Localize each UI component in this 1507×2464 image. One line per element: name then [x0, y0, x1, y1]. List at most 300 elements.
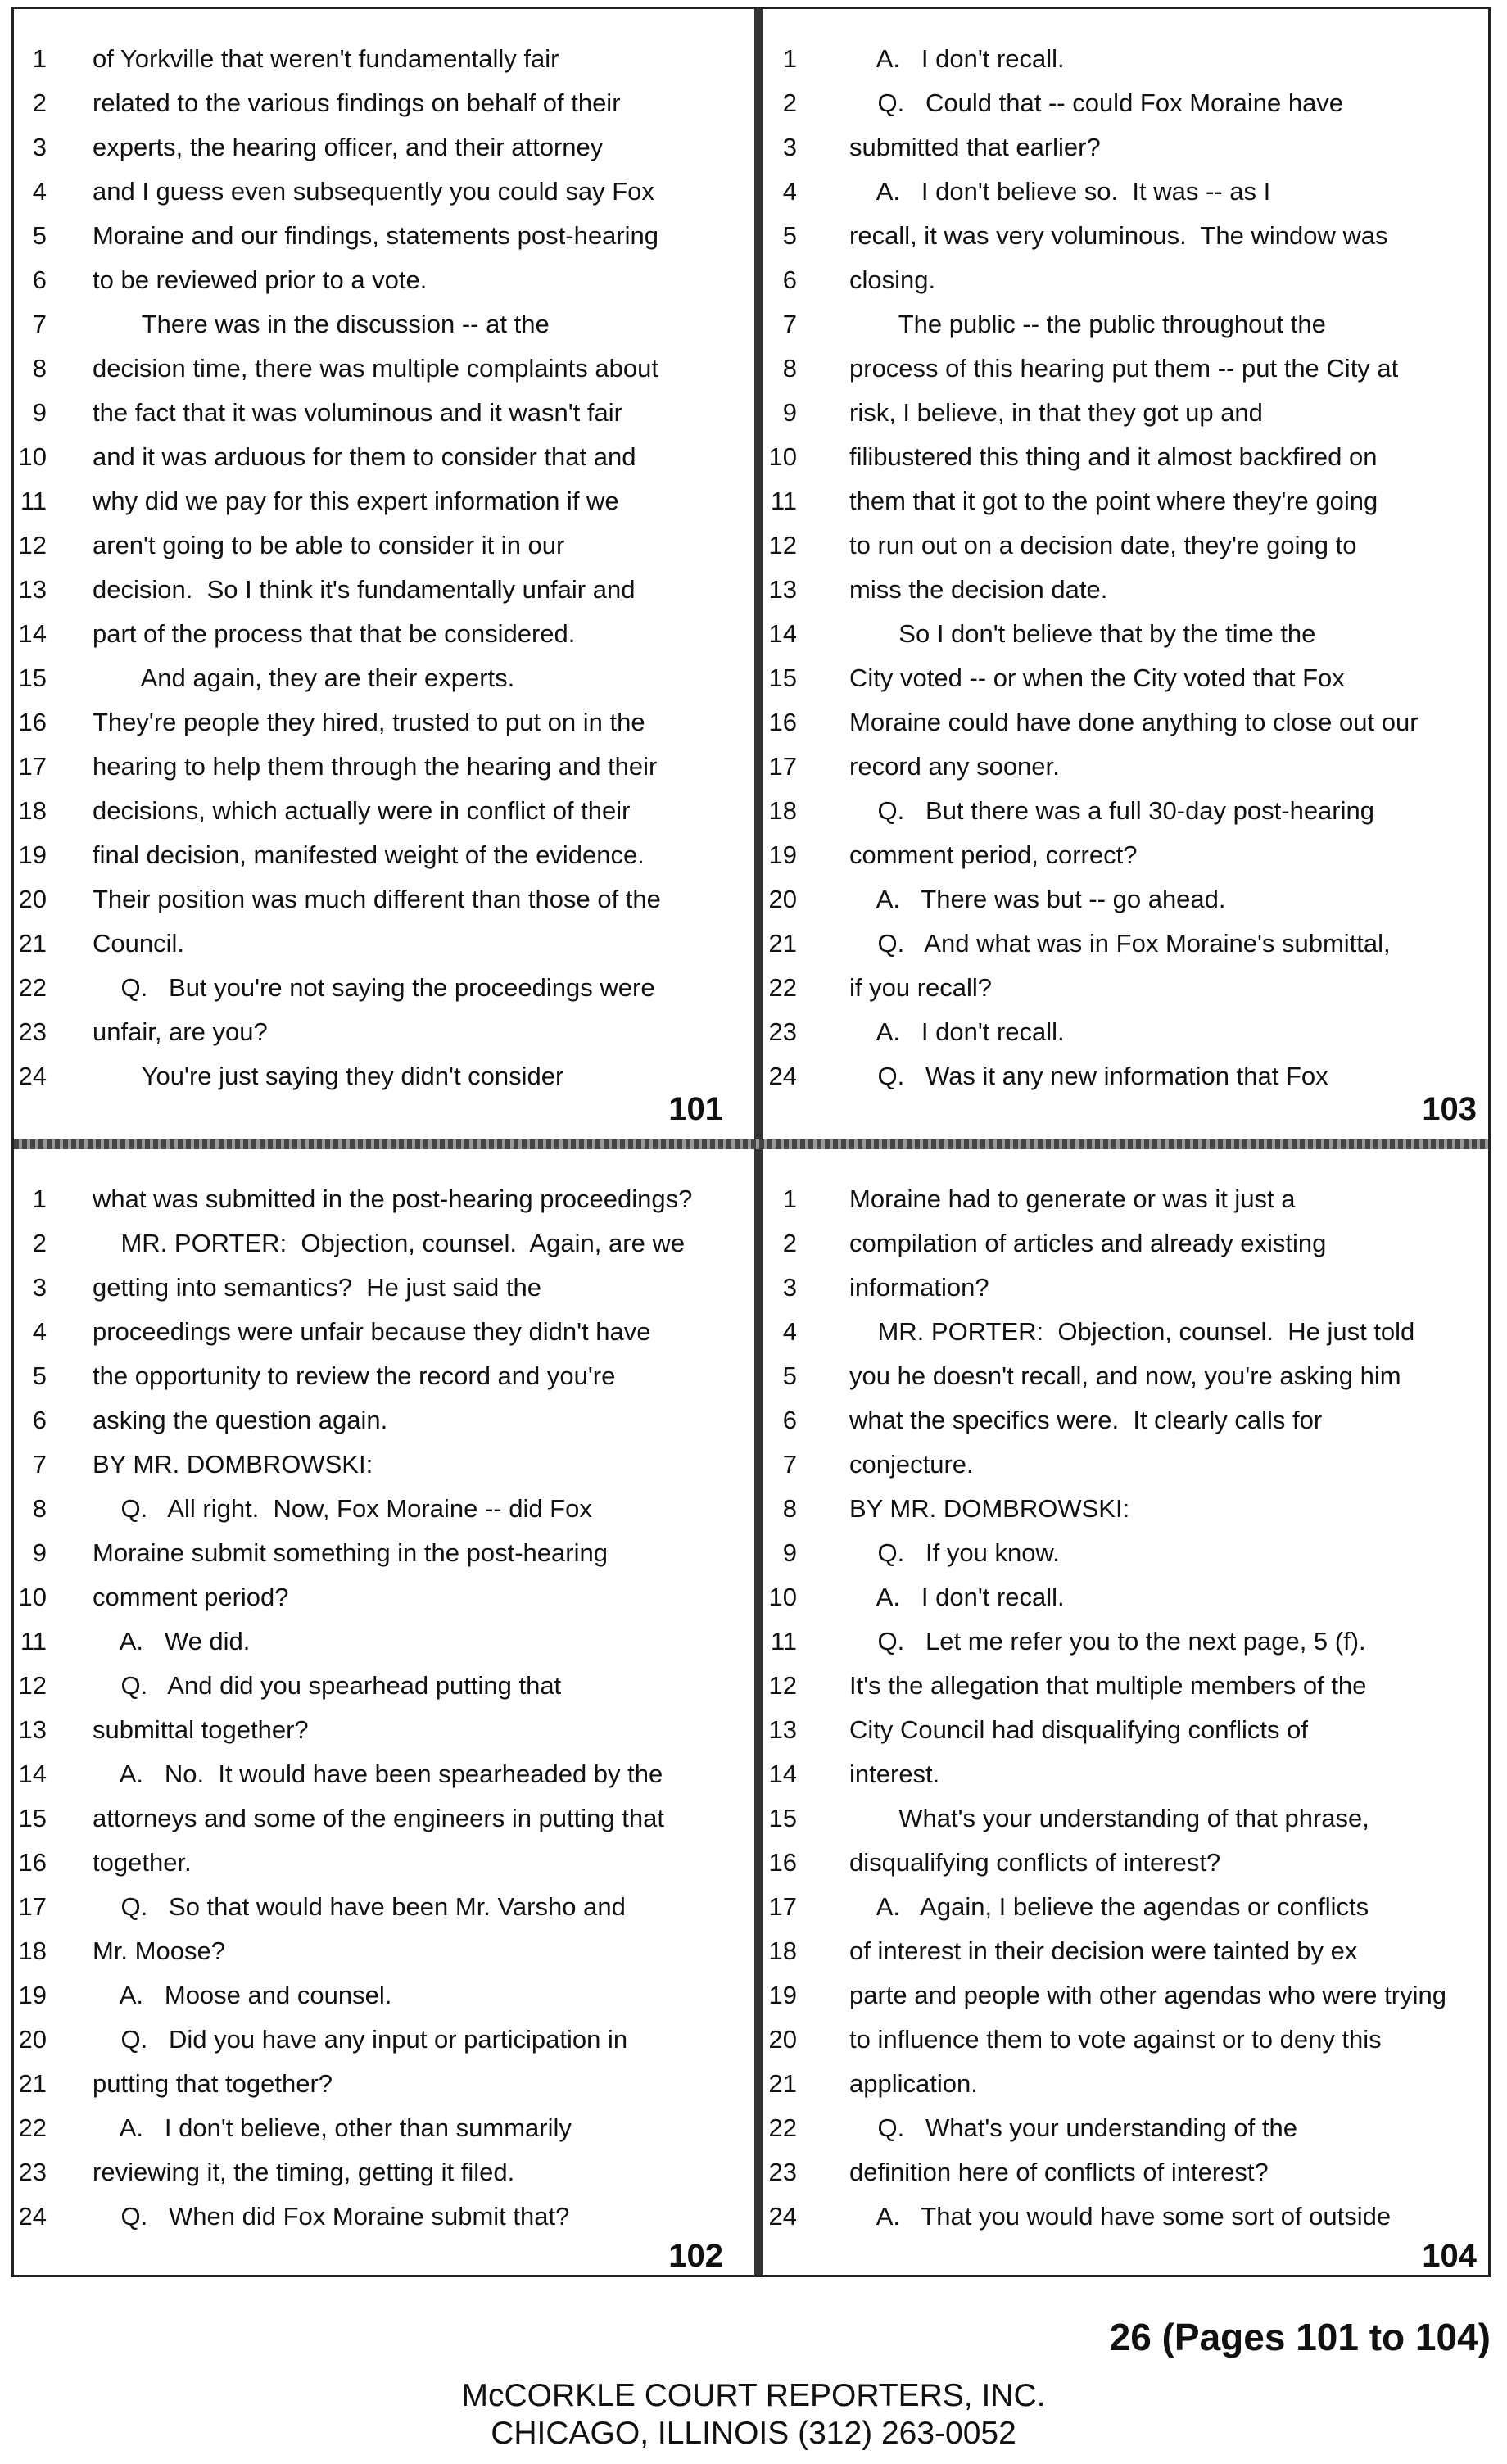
line-text: BY MR. DOMBROWSKI:: [849, 1494, 1130, 1523]
line-text: And again, they are their experts.: [93, 664, 515, 692]
line-text: risk, I believe, in that they got up and: [849, 398, 1263, 427]
line-number: 21: [18, 929, 47, 958]
transcript-lines: [763, 1177, 1491, 2239]
line-text: part of the process that that be considered.: [93, 619, 576, 648]
transcript-line: [763, 1487, 1491, 1531]
line-text: Q. When did Fox Moraine submit that?: [93, 2202, 570, 2231]
line-text: conjecture.: [849, 1450, 974, 1479]
line-text: The public -- the public throughout the: [849, 310, 1326, 338]
line-text: miss the decision date.: [849, 575, 1108, 604]
transcript-line: [763, 966, 1491, 1010]
line-number: 11: [20, 1627, 47, 1656]
line-number: 19: [18, 1981, 47, 2009]
line-text: why did we pay for this expert information if we: [93, 487, 619, 515]
transcript-line: [14, 391, 743, 435]
line-number: 21: [18, 2069, 47, 2098]
line-number: 11: [20, 487, 47, 515]
line-text: of Yorkville that weren't fundamentally fair: [93, 44, 559, 73]
line-text: decision time, there was multiple complaints about: [93, 354, 658, 383]
transcript-line: [763, 1221, 1491, 1266]
line-number: 20: [768, 885, 797, 913]
line-number: 13: [768, 575, 797, 604]
transcript-line: [763, 81, 1491, 125]
line-number: 12: [18, 531, 47, 559]
line-number: 20: [768, 2025, 797, 2054]
line-text: So I don't believe that by the time the: [849, 619, 1316, 648]
line-number: 1: [32, 1184, 47, 1213]
line-text: City voted -- or when the City voted that Fox: [849, 664, 1345, 692]
line-text: them that it got to the point where they're going: [849, 487, 1378, 515]
transcript-line: [14, 214, 743, 258]
transcript-line: [14, 1752, 743, 1796]
line-number: 15: [18, 664, 47, 692]
line-text: Q. So that would have been Mr. Varsho and: [93, 1892, 626, 1921]
line-number: 14: [18, 619, 47, 648]
transcript-line: [14, 833, 743, 877]
line-text: Mr. Moose?: [93, 1936, 225, 1965]
line-number: 12: [768, 1671, 797, 1700]
line-text: A. That you would have some sort of outside: [849, 2202, 1392, 2231]
line-number: 22: [768, 2113, 797, 2142]
line-number: 18: [18, 1936, 47, 1965]
line-number: 14: [18, 1760, 47, 1788]
transcript-line: [763, 302, 1491, 346]
line-text: process of this hearing put them -- put the City at: [849, 354, 1399, 383]
transcript-line: [14, 1487, 743, 1531]
transcript-line: [14, 877, 743, 922]
transcript-line: [763, 170, 1491, 214]
line-text: together.: [93, 1848, 192, 1877]
transcript-line: [763, 1531, 1491, 1575]
line-text: Q. But you're not saying the proceedings were: [93, 973, 655, 1002]
line-number: 13: [18, 575, 47, 604]
line-text: the fact that it was voluminous and it wasn't fair: [93, 398, 622, 427]
transcript-line: [14, 656, 743, 700]
transcript-line: [14, 1443, 743, 1487]
line-number: 1: [32, 44, 47, 73]
transcript-line: [14, 700, 743, 745]
transcript-line: [763, 1266, 1491, 1310]
transcript-page-102: [14, 1149, 743, 2276]
line-number: 18: [768, 1936, 797, 1965]
line-text: A. Again, I believe the agendas or conflicts: [849, 1892, 1369, 1921]
transcript-line: [763, 1708, 1491, 1752]
page-number: 104: [1422, 2238, 1477, 2274]
transcript-line: [14, 1664, 743, 1708]
transcript-line: [14, 1796, 743, 1841]
line-text: and it was arduous for them to consider that and: [93, 442, 636, 471]
line-number: 10: [768, 1583, 797, 1611]
transcript-line: [14, 789, 743, 833]
transcript-line: [763, 1752, 1491, 1796]
line-number: 3: [32, 133, 47, 161]
line-number: 5: [782, 1361, 797, 1390]
line-text: You're just saying they didn't consider: [93, 1062, 564, 1090]
line-text: Moraine submit something in the post-hearing: [93, 1538, 608, 1567]
transcript-page-103: [763, 9, 1491, 1136]
line-number: 16: [768, 708, 797, 736]
line-text: submitted that earlier?: [849, 133, 1101, 161]
line-text: BY MR. DOMBROWSKI:: [93, 1450, 373, 1479]
transcript-line: [14, 1398, 743, 1443]
line-number: 10: [18, 442, 47, 471]
line-text: recall, it was very voluminous. The window was: [849, 221, 1388, 250]
transcript-line: [14, 568, 743, 612]
line-text: submittal together?: [93, 1715, 309, 1744]
transcript-line: [14, 966, 743, 1010]
transcript-line: [763, 877, 1491, 922]
transcript-line: [763, 125, 1491, 170]
transcript-line: [763, 1841, 1491, 1885]
transcript-line: [763, 479, 1491, 523]
line-text: compilation of articles and already existing: [849, 1229, 1327, 1257]
line-number: 16: [18, 1848, 47, 1877]
line-text: Q. Let me refer you to the next page, 5 (f).: [849, 1627, 1366, 1656]
line-number: 15: [18, 1804, 47, 1832]
transcript-line: [763, 1354, 1491, 1398]
line-number: 12: [18, 1671, 47, 1700]
line-number: 24: [768, 2202, 797, 2231]
transcript-line: [14, 2194, 743, 2239]
line-number: 17: [768, 1892, 797, 1921]
line-text: parte and people with other agendas who were trying: [849, 1981, 1446, 2009]
transcript-line: [14, 1531, 743, 1575]
line-number: 2: [782, 88, 797, 117]
line-text: what was submitted in the post-hearing proceedings?: [93, 1184, 693, 1213]
line-text: to be reviewed prior to a vote.: [93, 265, 428, 294]
line-text: They're people they hired, trusted to put on in the: [93, 708, 645, 736]
line-text: aren't going to be able to consider it in our: [93, 531, 565, 559]
line-number: 23: [768, 1017, 797, 1046]
transcript-line: [14, 523, 743, 568]
line-number: 1: [782, 44, 797, 73]
transcript-line: [14, 81, 743, 125]
line-text: record any sooner.: [849, 752, 1060, 781]
line-text: A. I don't recall.: [849, 44, 1065, 73]
line-number: 8: [32, 1494, 47, 1523]
line-number: 5: [782, 221, 797, 250]
transcript-line: [763, 1973, 1491, 2018]
line-number: 22: [768, 973, 797, 1002]
line-text: Q. And did you spearhead putting that: [93, 1671, 562, 1700]
line-text: attorneys and some of the engineers in putting that: [93, 1804, 664, 1832]
transcript-line: [14, 745, 743, 789]
transcript-line: [763, 1398, 1491, 1443]
line-number: 8: [782, 354, 797, 383]
line-number: 3: [782, 1273, 797, 1302]
line-text: A. I don't recall.: [849, 1583, 1065, 1611]
transcript-line: [14, 1221, 743, 1266]
line-number: 6: [32, 265, 47, 294]
transcript-line: [763, 568, 1491, 612]
transcript-line: [763, 1929, 1491, 1973]
line-text: the opportunity to review the record and you're: [93, 1361, 616, 1390]
line-number: 14: [768, 1760, 797, 1788]
line-number: 19: [18, 840, 47, 869]
line-text: A. No. It would have been spearheaded by the: [93, 1760, 663, 1788]
page-number: 101: [668, 1091, 723, 1127]
line-text: Council.: [93, 929, 184, 958]
transcript-line: [14, 1054, 743, 1098]
line-number: 22: [18, 973, 47, 1002]
line-number: 10: [768, 442, 797, 471]
transcript-line: [763, 37, 1491, 81]
reporter-company: McCORKLE COURT REPORTERS, INC.: [461, 2378, 1046, 2413]
line-number: 12: [768, 531, 797, 559]
line-text: A. I don't believe, other than summarily: [93, 2113, 572, 2142]
transcript-lines: [763, 37, 1491, 1098]
transcript-line: [763, 2106, 1491, 2150]
line-number: 9: [32, 398, 47, 427]
line-number: 24: [18, 1062, 47, 1090]
line-number: 23: [768, 2158, 797, 2186]
line-text: experts, the hearing officer, and their attorney: [93, 133, 604, 161]
line-number: 22: [18, 2113, 47, 2142]
line-text: information?: [849, 1273, 989, 1302]
line-number: 4: [32, 177, 47, 206]
line-text: interest.: [849, 1760, 940, 1788]
transcript-line: [763, 1619, 1491, 1664]
line-text: Moraine and our findings, statements post-hearing: [93, 221, 659, 250]
line-number: 6: [32, 1406, 47, 1434]
line-number: 7: [32, 1450, 47, 1479]
transcript-line: [763, 1054, 1491, 1098]
line-text: related to the various findings on behalf of their: [93, 88, 621, 117]
line-text: hearing to help them through the hearing and their: [93, 752, 658, 781]
line-number: 14: [768, 619, 797, 648]
line-text: decisions, which actually were in conflict of their: [93, 796, 631, 825]
line-number: 7: [782, 1450, 797, 1479]
transcript-line: [763, 2062, 1491, 2106]
transcript-line: [14, 1266, 743, 1310]
transcript-line: [763, 523, 1491, 568]
line-number: 17: [18, 1892, 47, 1921]
line-text: City Council had disqualifying conflicts of: [849, 1715, 1308, 1744]
line-text: closing.: [849, 265, 936, 294]
line-text: Moraine had to generate or was it just a: [849, 1184, 1296, 1213]
transcript-line: [14, 435, 743, 479]
line-text: what the specifics were. It clearly calls for: [849, 1406, 1323, 1434]
transcript-line: [14, 170, 743, 214]
transcript-line: [14, 1929, 743, 1973]
horizontal-divider: [14, 1139, 1488, 1149]
transcript-line: [14, 1619, 743, 1664]
line-text: A. There was but -- go ahead.: [849, 885, 1226, 913]
line-number: 15: [768, 664, 797, 692]
line-number: 9: [782, 398, 797, 427]
transcript-line: [14, 2150, 743, 2194]
line-number: 4: [782, 177, 797, 206]
line-text: Their position was much different than those of the: [93, 885, 661, 913]
line-number: 6: [782, 265, 797, 294]
transcript-line: [763, 1443, 1491, 1487]
line-number: 20: [18, 885, 47, 913]
line-text: A. I don't recall.: [849, 1017, 1065, 1046]
transcript-line: [14, 1177, 743, 1221]
transcript-line: [14, 1708, 743, 1752]
transcript-line: [14, 1575, 743, 1619]
line-text: There was in the discussion -- at the: [93, 310, 550, 338]
line-text: application.: [849, 2069, 978, 2098]
line-number: 16: [768, 1848, 797, 1877]
line-text: What's your understanding of that phrase,: [849, 1804, 1369, 1832]
transcript-line: [763, 1575, 1491, 1619]
transcript-line: [763, 214, 1491, 258]
transcript-line: [763, 1664, 1491, 1708]
reporter-address: CHICAGO, ILLINOIS (312) 263-0052: [491, 2416, 1016, 2451]
transcript-line: [14, 1885, 743, 1929]
line-number: 8: [32, 354, 47, 383]
line-number: 10: [18, 1583, 47, 1611]
line-text: of interest in their decision were tainted by ex: [849, 1936, 1358, 1965]
line-number: 5: [32, 1361, 47, 1390]
transcript-line: [14, 346, 743, 391]
transcript-line: [14, 125, 743, 170]
line-text: filibustered this thing and it almost backfired on: [849, 442, 1378, 471]
line-number: 17: [18, 752, 47, 781]
transcript-sheet: [11, 7, 1491, 2277]
line-number: 3: [782, 133, 797, 161]
transcript-line: [14, 2062, 743, 2106]
transcript-line: [763, 391, 1491, 435]
transcript-line: [14, 258, 743, 302]
line-text: to run out on a decision date, they're going to: [849, 531, 1357, 559]
line-number: 15: [768, 1804, 797, 1832]
line-text: unfair, are you?: [93, 1017, 268, 1046]
line-number: 16: [18, 708, 47, 736]
line-text: definition here of conflicts of interest?: [849, 2158, 1269, 2186]
transcript-line: [14, 2106, 743, 2150]
line-number: 2: [782, 1229, 797, 1257]
line-text: disqualifying conflicts of interest?: [849, 1848, 1221, 1877]
transcript-line: [763, 1010, 1491, 1054]
line-text: Q. Could that -- could Fox Moraine have: [849, 88, 1344, 117]
line-number: 18: [18, 796, 47, 825]
page-number: 102: [668, 2238, 723, 2274]
transcript-line: [763, 2150, 1491, 2194]
transcript-line: [14, 1310, 743, 1354]
transcript-line: [763, 2018, 1491, 2062]
line-number: 4: [32, 1317, 47, 1346]
line-number: 4: [782, 1317, 797, 1346]
line-text: you he doesn't recall, and now, you're asking him: [849, 1361, 1401, 1390]
line-number: 21: [768, 2069, 797, 2098]
line-text: decision. So I think it's fundamentally unfair and: [93, 575, 636, 604]
line-number: 6: [782, 1406, 797, 1434]
line-number: 1: [782, 1184, 797, 1213]
transcript-line: [763, 1310, 1491, 1354]
line-number: 3: [32, 1273, 47, 1302]
line-text: Q. All right. Now, Fox Moraine -- did Fox: [93, 1494, 592, 1523]
line-number: 7: [782, 310, 797, 338]
transcript-line: [14, 302, 743, 346]
transcript-lines: [14, 1177, 743, 2239]
transcript-line: [763, 1885, 1491, 1929]
line-text: MR. PORTER: Objection, counsel. He just told: [849, 1317, 1415, 1346]
transcript-line: [14, 2018, 743, 2062]
line-text: getting into semantics? He just said the: [93, 1273, 541, 1302]
transcript-line: [763, 435, 1491, 479]
line-number: 11: [770, 487, 797, 515]
line-number: 21: [768, 929, 797, 958]
transcript-line: [763, 2194, 1491, 2239]
line-number: 13: [18, 1715, 47, 1744]
line-number: 5: [32, 221, 47, 250]
page-number: 103: [1422, 1091, 1477, 1127]
line-text: It's the allegation that multiple members of the: [849, 1671, 1367, 1700]
line-text: MR. PORTER: Objection, counsel. Again, are we: [93, 1229, 686, 1257]
line-number: 11: [770, 1627, 797, 1656]
line-text: putting that together?: [93, 2069, 333, 2098]
transcript-line: [14, 612, 743, 656]
line-number: 24: [18, 2202, 47, 2231]
transcript-line: [763, 656, 1491, 700]
line-number: 9: [32, 1538, 47, 1567]
line-text: and I guess even subsequently you could say Fox: [93, 177, 654, 206]
line-text: comment period?: [93, 1583, 289, 1611]
line-text: Q. And what was in Fox Moraine's submittal,: [849, 929, 1391, 958]
line-number: 2: [32, 1229, 47, 1257]
line-text: asking the question again.: [93, 1406, 388, 1434]
transcript-line: [763, 1796, 1491, 1841]
line-text: comment period, correct?: [849, 840, 1138, 869]
line-text: if you recall?: [849, 973, 993, 1002]
transcript-line: [763, 258, 1491, 302]
line-number: 20: [18, 2025, 47, 2054]
line-number: 13: [768, 1715, 797, 1744]
line-number: 18: [768, 796, 797, 825]
transcript-line: [763, 745, 1491, 789]
transcript-line: [763, 700, 1491, 745]
transcript-lines: [14, 37, 743, 1098]
page-span-label: 26 (Pages 101 to 104): [1109, 2316, 1491, 2358]
transcript-line: [763, 789, 1491, 833]
line-text: Q. Did you have any input or participation in: [93, 2025, 628, 2054]
transcript-page-104: [763, 1149, 1491, 2276]
line-text: final decision, manifested weight of the evidence.: [93, 840, 645, 869]
line-number: 23: [18, 1017, 47, 1046]
transcript-line: [763, 346, 1491, 391]
line-number: 24: [768, 1062, 797, 1090]
line-number: 23: [18, 2158, 47, 2186]
line-number: 19: [768, 1981, 797, 2009]
line-number: 19: [768, 840, 797, 869]
line-text: Q. But there was a full 30-day post-hearing: [849, 796, 1374, 825]
transcript-line: [14, 1973, 743, 2018]
transcript-line: [14, 1841, 743, 1885]
transcript-line: [14, 1010, 743, 1054]
transcript-line: [763, 1177, 1491, 1221]
line-number: 9: [782, 1538, 797, 1567]
line-number: 8: [782, 1494, 797, 1523]
transcript-line: [763, 833, 1491, 877]
line-text: Moraine could have done anything to close out our: [849, 708, 1419, 736]
line-text: proceedings were unfair because they didn't have: [93, 1317, 651, 1346]
line-text: reviewing it, the timing, getting it filed.: [93, 2158, 515, 2186]
transcript-line: [763, 612, 1491, 656]
line-number: 2: [32, 88, 47, 117]
transcript-line: [14, 1354, 743, 1398]
line-text: to influence them to vote against or to deny this: [849, 2025, 1382, 2054]
transcript-line: [14, 37, 743, 81]
transcript-line: [14, 922, 743, 966]
line-text: Q. If you know.: [849, 1538, 1060, 1567]
line-number: 7: [32, 310, 47, 338]
line-text: A. We did.: [93, 1627, 251, 1656]
line-number: 17: [768, 752, 797, 781]
line-text: Q. Was it any new information that Fox: [849, 1062, 1328, 1090]
transcript-line: [763, 922, 1491, 966]
